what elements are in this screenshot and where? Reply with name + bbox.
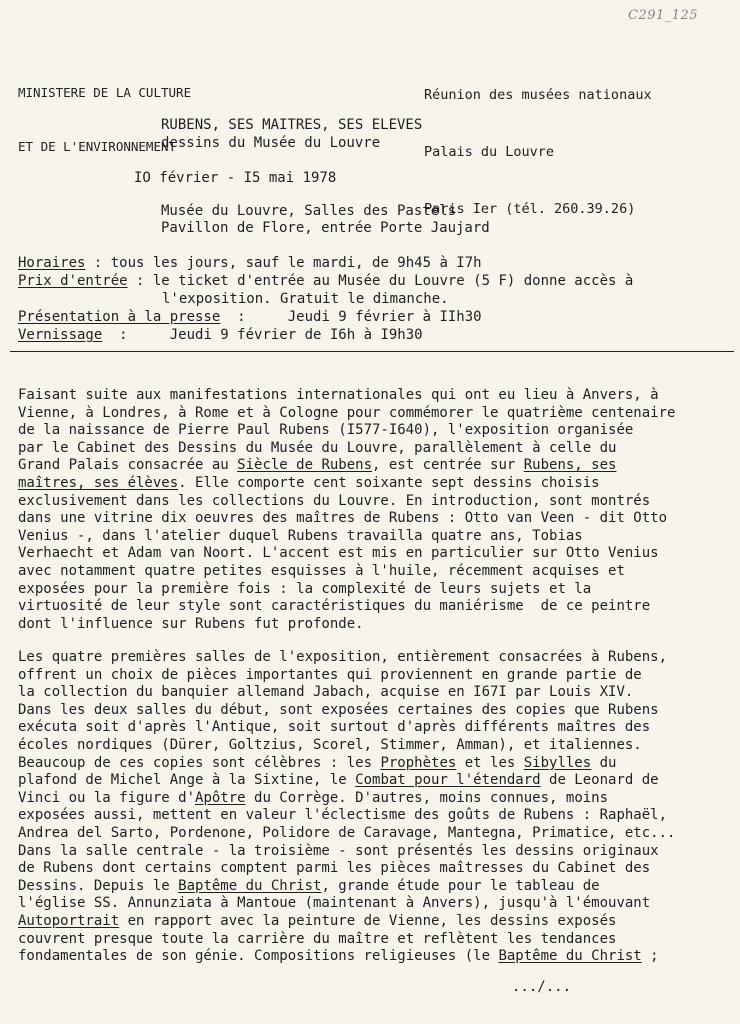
text-run: dont l'influence sur Rubens fut profonde. [18, 615, 364, 632]
text-run: Beaucoup de ces copies sont célèbres : les [18, 754, 381, 771]
text-run: Grand Palais consacrée au [18, 457, 238, 474]
text-line [18, 860, 730, 878]
text-line [18, 719, 730, 737]
address-line-3: Paris Ier (tél. 260.39.26) [424, 201, 636, 217]
text-run: . Elle comporte cent soixante sept dessins choisis [178, 474, 600, 491]
text-run: offrent un choix de pièces importantes qui proviennent en grande partie de [18, 666, 642, 683]
text-run: et les [456, 754, 524, 771]
text-run: du Corrège. D'autres, moins connues, moins [245, 789, 609, 806]
venue-line-1: Musée du Louvre, Salles des Pastels [161, 203, 457, 219]
text-line [18, 475, 730, 493]
text-run: exposées aussi, mettent en valeur l'éclectisme des goûts de Rubens : Raphaël, [18, 807, 668, 824]
continuation-mark: .../... [512, 979, 572, 995]
text-line [18, 616, 730, 634]
text-line [18, 493, 730, 511]
ministry-header [18, 48, 191, 174]
text-run: avec notamment quatre petites esquisses à l'huile, récemment acquises et [18, 562, 625, 579]
ministry-line-1: MINISTERE DE LA CULTURE [18, 85, 192, 100]
paragraph-1 [18, 387, 730, 633]
underlined-title: Rubens, ses [523, 457, 617, 474]
text-run: exposées pour la première fois : la complexité de leurs sujets et la [18, 580, 592, 597]
text-line [18, 702, 730, 720]
text-run: de Rubens dont certains comptent parmi les pièces maîtresses du Cabinet des [18, 860, 651, 877]
text-run: ; [641, 948, 659, 965]
text-line [18, 387, 730, 405]
ministry-line-2: ET DE L'ENVIRONNEMENT [18, 139, 177, 154]
press-text: Jeudi 9 février à IIh30 [287, 309, 482, 325]
text-run: du [591, 754, 617, 771]
text-run: Faisant suite aux manifestations internationales qui ont eu lieu à Anvers, à [18, 387, 659, 403]
text-run: couvrent presque toute la carrière du maître et reflètent les tendances [18, 930, 617, 947]
text-line [18, 807, 730, 825]
text-run: Dans les deux salles du début, sont exposées certaines des copies que Rubens [18, 701, 659, 718]
text-line [18, 581, 730, 599]
text-line [18, 422, 730, 440]
text-run: de Leonard de [540, 772, 659, 789]
text-line [18, 649, 730, 667]
underlined-title: Siècle de Rubens [237, 457, 373, 474]
hours-text: tous les jours, sauf le mardi, de 9h45 à I7h [110, 255, 482, 271]
text-run: , grande étude pour le tableau de [321, 877, 600, 894]
text-line [18, 825, 730, 843]
text-run: Les quatre premières salles de l'exposition, entièrement consacrées à Rubens, [18, 649, 668, 665]
text-run: exclusivement dans les collections du Louvre. En introduction, sont montrés [18, 492, 651, 509]
press-row: Présentation à la presse : Jeudi 9 février à IIh30 [18, 309, 482, 325]
museum-address [424, 48, 652, 238]
archive-reference: C291_125 [628, 8, 699, 23]
text-line [18, 895, 730, 913]
text-line [18, 510, 730, 528]
text-line [18, 755, 730, 773]
price-text-1: le ticket d'entrée au Musée du Louvre (5 F) donne accès à [152, 273, 634, 289]
text-run: Verhaecht et Adam van Noort. L'accent est mis en particulier sur Otto Venius [18, 545, 659, 562]
text-run: Venius -, dans l'atelier duquel Rubens travailla quatre ans, Tobias [18, 527, 583, 544]
text-run: Andrea del Sarto, Pordenone, Polidore de Caravage, Mantegna, Primatice, etc... [18, 824, 676, 841]
text-run: virtuosité de leur style sont caractéristiques du maniérisme de ce peintre [18, 598, 651, 615]
text-line [18, 528, 730, 546]
text-run: Vienne, à Londres, à Rome et à Cologne pour commémorer le quatrième centenaire [18, 404, 676, 421]
price-row: Prix d'entrée : le ticket d'entrée au Musée du Louvre (5 F) donne accès à [18, 273, 634, 289]
underlined-title: Sibylles [523, 754, 592, 771]
exhibition-subtitle: dessins du Musée du Louvre [161, 135, 381, 151]
text-line [18, 913, 730, 931]
text-run: Dans la salle centrale - la troisième - sont présentés les dessins originaux [18, 842, 659, 859]
venue-line-2: Pavillon de Flore, entrée Porte Jaujard [161, 220, 490, 236]
text-line [18, 457, 730, 475]
underlined-title: Combat pour l'étendard [355, 772, 541, 789]
exhibition-dates: IO février - I5 mai 1978 [134, 170, 337, 186]
text-line [18, 545, 730, 563]
text-run: en rapport avec la peinture de Vienne, les dessins exposés [119, 912, 617, 929]
text-run: fondamentales de son génie. Compositions religieuses (le [18, 948, 499, 965]
press-label: Présentation à la presse [18, 309, 221, 325]
underlined-title: Autoportrait [18, 912, 120, 929]
text-run: écoles nordiques (Dürer, Goltzius, Scorel, Stimmer, Amman), et italiennes. [18, 736, 642, 753]
text-run: Dessins. Depuis le [18, 877, 179, 894]
text-line [18, 948, 730, 966]
underlined-title: maîtres, ses élèves [18, 474, 179, 491]
underlined-title: Baptême du Christ [178, 877, 322, 894]
text-line [18, 405, 730, 423]
divider [10, 351, 734, 352]
text-run: plafond de Michel Ange à la Sixtine, le [18, 772, 356, 789]
vernissage-text: Jeudi 9 février de I6h à I9h30 [169, 327, 423, 343]
text-line [18, 843, 730, 861]
text-line [18, 772, 730, 790]
text-line [18, 598, 730, 616]
vernissage-row: Vernissage : Jeudi 9 février de I6h à I9h30 [18, 327, 423, 343]
vernissage-label: Vernissage [18, 327, 103, 343]
text-run: par le Cabinet des Dessins du Musée du Louvre, parallèlement à celle du [18, 439, 617, 456]
address-line-2: Palais du Louvre [424, 144, 555, 160]
text-line [18, 790, 730, 808]
text-run: , est centrée sur [372, 457, 524, 474]
text-line [18, 931, 730, 949]
exhibition-title: RUBENS, SES MAITRES, SES ELEVES [161, 117, 423, 133]
text-run: dans une vitrine dix oeuvres des maîtres de Rubens : Otto van Veen - dit Otto [18, 510, 668, 527]
underlined-title: Prophètes [380, 754, 457, 771]
text-run: la collection du banquier allemand Jabach, acquise en I67I par Louis XIV. [18, 684, 634, 701]
hours-label: Horaires [18, 255, 86, 271]
text-run: exécuta soit d'après l'Antique, soit surtout d'après différents maîtres des [18, 719, 651, 736]
text-run: Vinci ou la figure d' [18, 789, 196, 806]
underlined-title: Baptême du Christ [498, 948, 642, 965]
price-label: Prix d'entrée [18, 273, 128, 289]
underlined-title: Apôtre [195, 789, 246, 806]
price-text-2: l'exposition. Gratuit le dimanche. [162, 291, 449, 307]
hours-row: Horaires : tous les jours, sauf le mardi, de 9h45 à I7h [18, 255, 482, 271]
address-line-1: Réunion des musées nationaux [424, 87, 652, 103]
text-line [18, 737, 730, 755]
text-run: de la naissance de Pierre Paul Rubens (I577-I640), l'exposition organisée [18, 422, 634, 439]
text-line [18, 667, 730, 685]
text-line [18, 563, 730, 581]
text-line [18, 440, 730, 458]
paragraph-2 [18, 649, 730, 966]
text-line [18, 684, 730, 702]
text-run: l'église SS. Annunziata à Mantoue (maintenant à Anvers), jusqu'à l'émouvant [18, 895, 651, 912]
text-line [18, 878, 730, 896]
